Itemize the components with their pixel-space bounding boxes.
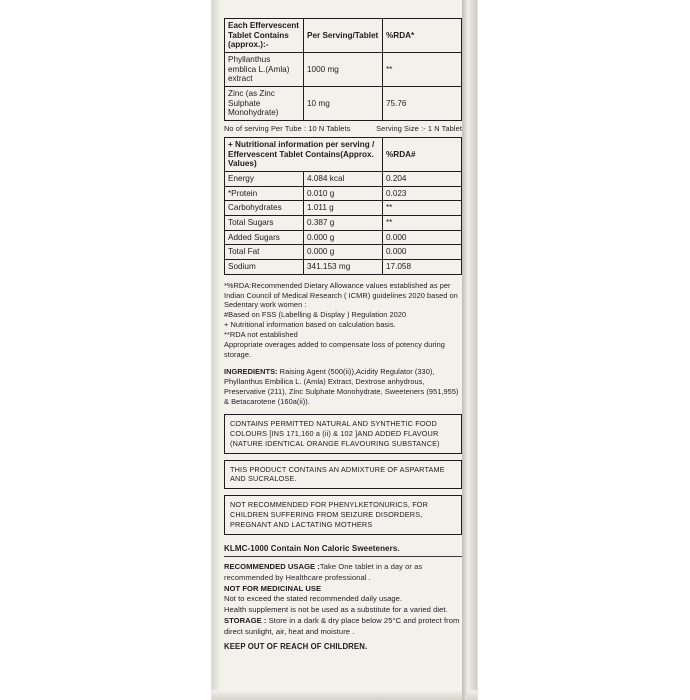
not-exceed-text: Not to exceed the stated recommended daily usage. [224,594,403,604]
footnote-fss: #Based on FSS (Labelling & Display ) Regulation 2020 [224,310,407,320]
composition-table [224,18,462,121]
footnote-calculation: + Nutritional information based on calculation basis. [224,320,396,330]
storage-label: STORAGE : [224,616,267,626]
servings-per-tube: No of serving Per Tube : 10 N Tablets [224,124,351,134]
nutrition-row-6-rda: 17.058 [383,260,462,275]
nutrition-row-1-rda: 0.023 [383,186,462,201]
product-carton-panel [212,0,477,700]
nutrition-header-title: + Nutritional information per serving / Effervescent Tablet Contains(Approx. Values) [225,138,383,172]
nutrition-row-5-value: 0.000 g [304,245,383,260]
nutrition-header-rda: %RDA# [383,138,462,172]
label-content [224,18,462,651]
composition-row-0-name: Phyllanthus emblica L.(Amla) extract [225,53,304,87]
composition-header-contains: Each Effervescent Tablet Contains (approx.):- [225,19,304,53]
phenylketonurics-warning-box: NOT RECOMMENDED FOR PHENYLKETONURICS, FOR CHILDREN SUFFERING FROM SEIZURE DISORDERS, PREGNANT AND LACTATING MOTHERS [224,495,462,535]
table-header-row [225,138,462,172]
serving-size: Serving Size :- 1 N Tablet [376,124,462,134]
nutrition-table [224,137,462,275]
sweetener-admixture-box: THIS PRODUCT CONTAINS AN ADMIXTURE OF ASPARTAME AND SUCRALOSE. [224,460,462,490]
footnote-overages: Appropriate overages added to compensate loss of potency during storage. [224,339,445,359]
nutrition-row-2-value: 1.011 g [304,201,383,216]
usage-block [224,562,462,637]
storage-line [224,616,462,638]
nutrition-row-2-name: Carbohydrates [225,201,304,216]
nutrition-row-5-rda: 0.000 [383,245,462,260]
keep-out-of-reach-line: KEEP OUT OF REACH OF CHILDREN. [224,641,368,651]
serving-note [224,124,462,133]
nutrition-row-4-value: 0.000 g [304,230,383,245]
not-substitute-text: Health supplement is not be used as a substitute for a varied diet. [224,605,448,615]
nutrition-row-6-value: 341.153 mg [304,260,383,275]
table-row [225,230,462,245]
table-row [225,186,462,201]
nutrition-row-3-rda: ** [383,216,462,231]
composition-row-1-rda: 75.76 [383,87,462,121]
composition-header-rda: %RDA* [383,19,462,53]
table-row [225,201,462,216]
storage-text: Store in a dark & dry place below 25°C and protect from direct sunlight, air, heat and moisture . [224,616,460,636]
footnote-rda: *%RDA:Recommended Dietary Allowance values established as per Indian Council of Medical Research ( ICMR) guidelines 2020 based on Sedentary work women : [224,280,458,310]
footnotes-block [224,281,462,360]
nutrition-row-0-rda: 0.204 [383,172,462,187]
nutrition-row-1-value: 0.010 g [304,186,383,201]
nutrition-row-1-name: *Protein [225,186,304,201]
composition-header-serving: Per Serving/Tablet [304,19,383,53]
carton-left-edge [212,0,220,700]
table-row [225,53,462,87]
composition-row-0-rda: ** [383,53,462,87]
ingredients-label: INGREDIENTS: [224,366,278,376]
nutrition-row-0-name: Energy [225,172,304,187]
carton-bottom-edge [212,690,477,700]
nutrition-row-5-name: Total Fat [225,245,304,260]
composition-row-1-amount: 10 mg [304,87,383,121]
nutrition-row-0-value: 4.084 kcal [304,172,383,187]
nutrition-row-6-name: Sodium [225,260,304,275]
nutrition-row-4-name: Added Sugars [225,230,304,245]
recommended-usage [224,562,462,584]
table-row [225,216,462,231]
nutrition-row-3-value: 0.387 g [304,216,383,231]
carton-right-edge [467,0,477,700]
table-row [225,87,462,121]
carton-fold-shadow [462,0,467,700]
composition-row-1-name: Zinc (as Zinc Sulphate Monohydrate) [225,87,304,121]
non-caloric-sweeteners-line: KLMC-1000 Contain Non Caloric Sweeteners. [224,544,462,557]
colours-flavour-box: CONTAINS PERMITTED NATURAL AND SYNTHETIC FOOD COLOURS [INS 171,160 a (ii) & 102 ]AND ADDED FLAVOUR (NATURE IDENTICAL ORANGE FLAVOURING SUBSTANCE) [224,414,462,454]
recommended-usage-label: RECOMMENDED USAGE : [224,562,320,572]
footnote-rda-not-established: **RDA not established [224,329,298,339]
nutrition-row-3-name: Total Sugars [225,216,304,231]
not-for-medicinal-use-label: NOT FOR MEDICINAL USE [224,583,322,593]
table-row [225,172,462,187]
ingredients-block [224,367,462,407]
table-row [225,260,462,275]
recommended-usage-text: Take One tablet in a day or as recommended by Healthcare professional . [224,562,423,582]
table-row [225,245,462,260]
nutrition-row-2-rda: ** [383,201,462,216]
composition-row-0-amount: 1000 mg [304,53,383,87]
table-header-row [225,19,462,53]
nutrition-row-4-rda: 0.000 [383,230,462,245]
ingredients-text: Raising Agent (500(ii)),Acidity Regulator (330), Phyllanthus Embilica L. (Amla) Extract, Dextrose anhydrous, Preservative (211), Zinc Sulphate Monohydrate, Sweeteners (951,955) & Betacarotene (160a(ii)). [224,366,459,406]
